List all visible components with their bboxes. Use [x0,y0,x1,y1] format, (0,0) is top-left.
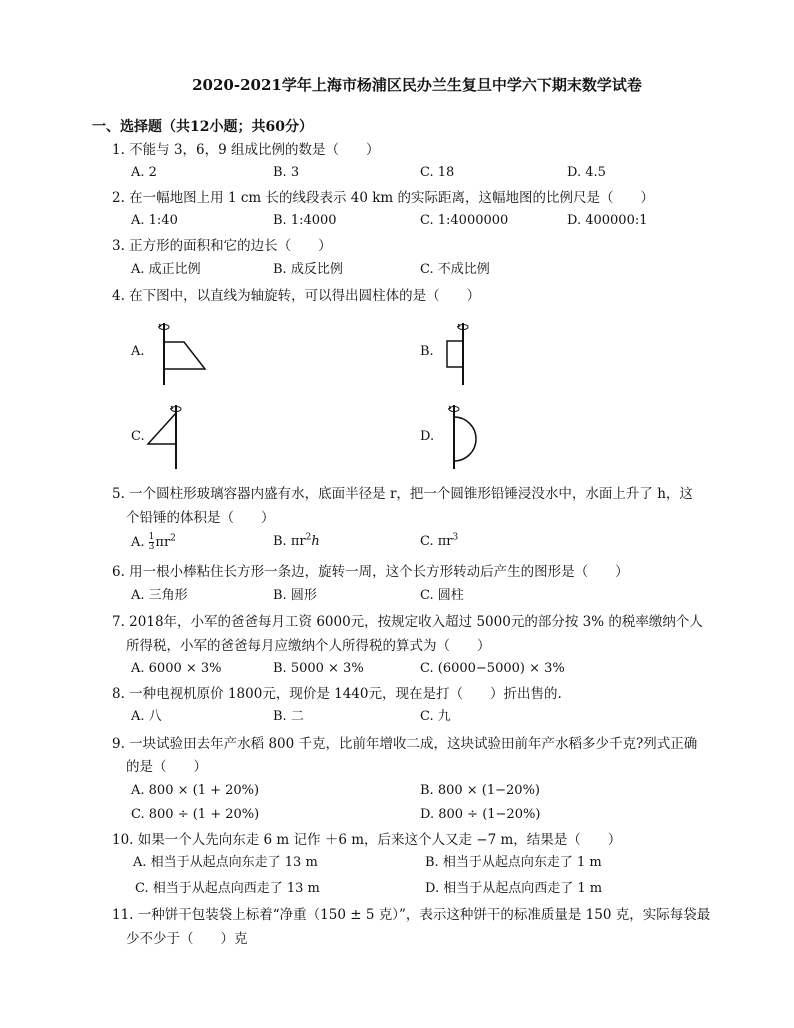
q10-option-b: B. 相当于从起点向东走了 1 m [425,855,602,870]
q9-option-a: A. 800 × (1 + 20%) [131,783,260,798]
question-2-stem: 2. 在一幅地图上用 1 cm 长的线段表示 40 km 的实际距离，这幅地图的比例尺是（ ） [112,190,655,206]
q2-option-a: A. 1:40 [131,213,178,228]
section-heading: 一、选择题（共12小题；共60分） [92,119,313,135]
q2-option-d: D. 400000:1 [567,213,648,228]
q1-option-b: B. 3 [273,165,300,180]
question-9-stem-line1: 9. 一块试验田去年产水稻 800 千克，比前年增收二成，这块试验田前年产水稻多少千克?列式正确 [112,736,698,752]
figure-a-label: A. [131,344,145,359]
question-3-stem: 3. 正方形的面积和它的边长（ ） [112,238,332,254]
q5-option-a-prefix: A. [131,535,145,550]
q5-option-a [131,533,176,552]
q9-option-d: D. 800 ÷ (1−20%) [420,807,541,822]
q10-option-a: A. 相当于从起点向东走了 13 m [133,855,318,870]
question-11-stem-line1: 11. 一种饼干包装袋上标着“净重（150 ± 5 克）”，表示这种饼干的标准质量是 150 克，实际每袋最 [112,907,711,923]
q5-option-b-text: B. πr [273,534,306,549]
q5-option-c [420,533,458,551]
question-4-stem: 4. 在下图中，以直线为轴旋转，可以得出圆柱体的是（ ） [112,288,481,304]
q1-option-d: D. 4.5 [567,165,606,180]
figure-d-semicircle-axis [440,399,490,471]
q10-option-d: D. 相当于从起点向西走了 1 m [425,881,603,896]
q5-option-a-fraction [149,533,155,552]
q2-option-c: C. 1:4000000 [420,213,509,228]
q1-option-c: C. 18 [420,165,455,180]
q3-option-b: B. 成反比例 [273,262,343,277]
q1-option-a: A. 2 [131,165,157,180]
question-9-stem-line2: 的是（ ） [126,759,207,775]
question-7-stem-line2: 所得税，小军的爸爸每月应缴纳个人所得税的算式为（ ） [126,638,491,654]
page-title: 2020-2021学年上海市杨浦区民办兰生复旦中学六下期末数学试卷 [192,76,642,94]
figure-c-label: C. [131,429,145,444]
q2-option-b: B. 1:4000 [273,213,337,228]
q3-option-a: A. 成正比例 [131,262,201,277]
q5-option-c-exponent: 3 [452,532,459,543]
q5-option-b [273,533,320,551]
q5-option-b-exponent: 2 [305,532,312,543]
fraction-denominator: 3 [148,542,155,552]
question-5-stem-line1: 5. 一个圆柱形玻璃容器内盛有水，底面半径是 r，把一个圆锥形铅锤浸没水中，水面上升了 h，这 [112,486,693,502]
q8-option-c: C. 九 [420,709,451,724]
q5-option-a-text: πr [155,535,171,550]
q8-option-b: B. 二 [273,709,304,724]
figure-a-trapezoid-axis [150,317,220,387]
q3-option-c: C. 不成比例 [420,262,490,277]
figure-c-triangle-axis [143,399,193,471]
question-10-stem: 10. 如果一个人先向东走 6 m 记作 ＋6 m，后来这个人又走 −7 m，结果是（ ） [112,832,622,848]
q7-option-b: B. 5000 × 3% [273,661,364,676]
figure-b-square-axis [440,317,500,387]
q5-option-b-tail: h [311,534,320,549]
figure-d-label: D. [420,429,435,444]
figure-b-label: B. [420,344,434,359]
q6-option-a: A. 三角形 [131,588,188,603]
q8-option-a: A. 八 [131,709,162,724]
q5-option-c-text: C. πr [420,534,453,549]
question-1-stem: 1. 不能与 3，6，9 组成比例的数是（ ） [112,142,380,158]
question-11-stem-line2: 少不少于（ ）克 [126,931,248,947]
question-5-stem-line2: 个铅锤的体积是（ ） [126,510,275,526]
q5-option-a-exponent: 2 [170,533,176,544]
question-6-stem: 6. 用一根小棒粘住长方形一条边，旋转一周，这个长方形转动后产生的图形是（ ） [112,564,629,580]
question-7-stem-line1: 7. 2018年，小军的爸爸每月工资 6000元，按规定收入超过 5000元的部分按 3% 的税率缴纳个人 [112,614,703,630]
fraction-numerator: 1 [148,532,155,542]
question-8-stem: 8. 一种电视机原价 1800元，现价是 1440元，现在是打（ ）折出售的. [112,686,562,702]
q9-option-c: C. 800 ÷ (1 + 20%) [131,807,260,822]
q7-option-a: A. 6000 × 3% [131,661,222,676]
q6-option-c: C. 圆柱 [420,588,464,603]
q10-option-c: C. 相当于从起点向西走了 13 m [135,881,320,896]
q7-option-c: C. (6000−5000) × 3% [420,661,565,676]
q6-option-b: B. 圆形 [273,588,317,603]
q9-option-b: B. 800 × (1−20%) [420,783,540,798]
